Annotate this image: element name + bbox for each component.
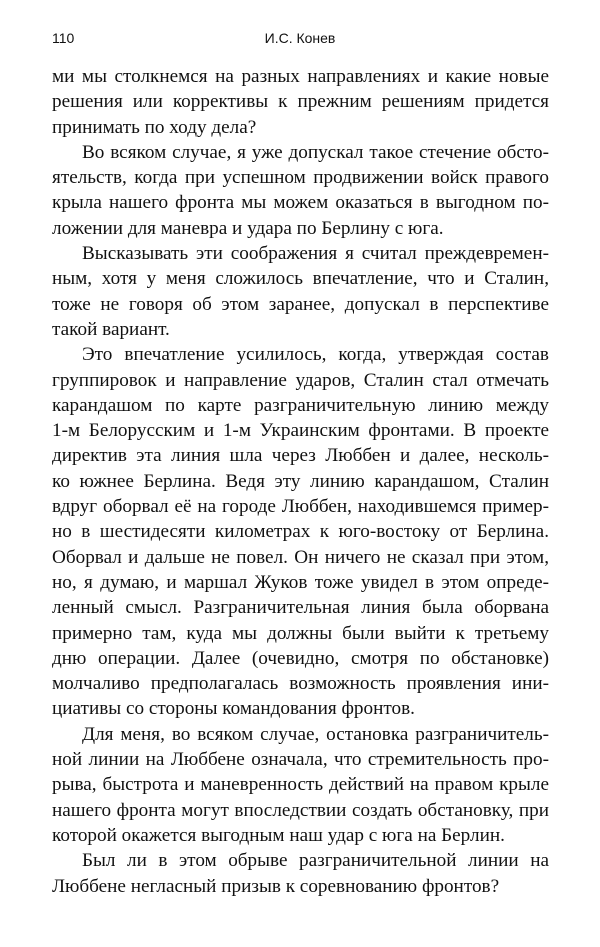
- text-line: Высказывать эти соображения я считал преждевремен-: [82, 243, 549, 265]
- text-line: 1-м Белорусским и 1-м Украинским фронтами. В проекте: [52, 420, 549, 442]
- text-line: ной линии на Люббене означала, что стремительность про-: [52, 749, 549, 771]
- paragraph: [52, 241, 549, 342]
- page-body: [52, 64, 549, 899]
- text-line: ложении для маневра и удара по Берлину с юга.: [52, 217, 444, 239]
- paragraph: [52, 342, 549, 721]
- paragraph: [52, 722, 549, 848]
- text-line: Люббене негласный призыв к соревнованию фронтов?: [52, 875, 500, 897]
- text-line: циативы со стороны командования фронтов.: [52, 698, 415, 720]
- text-line: Был ли в этом обрыве разграничительной линии на: [82, 850, 549, 872]
- text-line: карандашом по карте разграничительную линию между: [52, 394, 549, 416]
- paragraph: [52, 848, 549, 899]
- text-line: ко южнее Берлина. Ведя эту линию карандашом, Сталин: [52, 470, 549, 492]
- text-line: молчаливо предполагалась возможность проявления ини-: [52, 673, 549, 695]
- text-line: но в шестидесяти километрах к юго-востоку от Берлина.: [52, 521, 549, 543]
- text-line: Во всяком случае, я уже допускал такое стечение обсто-: [82, 141, 549, 163]
- text-line: ятельств, когда при успешном продвижении войск правого: [52, 167, 549, 189]
- text-line: решения или коррективы к прежним решениям придется: [52, 91, 549, 113]
- paragraph: [52, 64, 549, 140]
- paragraph: [52, 140, 549, 241]
- text-line: вдруг оборвал её на городе Люббен, находившемся пример-: [52, 496, 549, 518]
- text-line: которой окажется выгодным наш удар с юга на Берлин.: [52, 824, 505, 846]
- text-line: Оборвал и дальше не повел. Он ничего не сказал при этом,: [52, 546, 549, 568]
- text-line: принимать по ходу дела?: [52, 116, 257, 138]
- text-line: ным, хотя у меня сложилось впечатление, что и Сталин,: [52, 268, 549, 290]
- text-line: такой вариант.: [52, 318, 170, 340]
- running-title: И.С. Конев: [264, 30, 336, 46]
- text-line: ми мы столкнемся на разных направлениях и какие новые: [52, 66, 549, 87]
- text-line: Это впечатление усилилось, когда, утверждая состав: [82, 344, 549, 366]
- text-line: Для меня, во всяком случае, остановка разграничитель-: [82, 723, 549, 745]
- text-line: ленный смысл. Разграничительная линия была оборвана: [52, 597, 549, 619]
- page-number: 110: [52, 30, 75, 46]
- text-line: крыла нашего фронта мы можем оказаться в выгодном по-: [52, 192, 549, 214]
- text-line: дню операции. Далее (очевидно, смотря по обстановке): [52, 647, 549, 669]
- text-line: примерно там, куда мы должны были выйти к третьему: [52, 622, 549, 644]
- text-line: тоже не говоря об этом заранее, допускал в перспективе: [52, 293, 549, 315]
- text-line: группировок и направление ударов, Сталин стал отмечать: [52, 369, 549, 391]
- text-line: нашего фронта могут впоследствии создать обстановку, при: [52, 799, 549, 821]
- text-line: директив эта линия шла через Люббен и далее, несколь-: [52, 445, 549, 467]
- text-line: но, я думаю, и маршал Жуков тоже увидел в этом опреде-: [52, 571, 549, 593]
- text-line: рыва, быстрота и маневренность действий на правом крыле: [52, 774, 549, 796]
- page-header: [52, 30, 548, 50]
